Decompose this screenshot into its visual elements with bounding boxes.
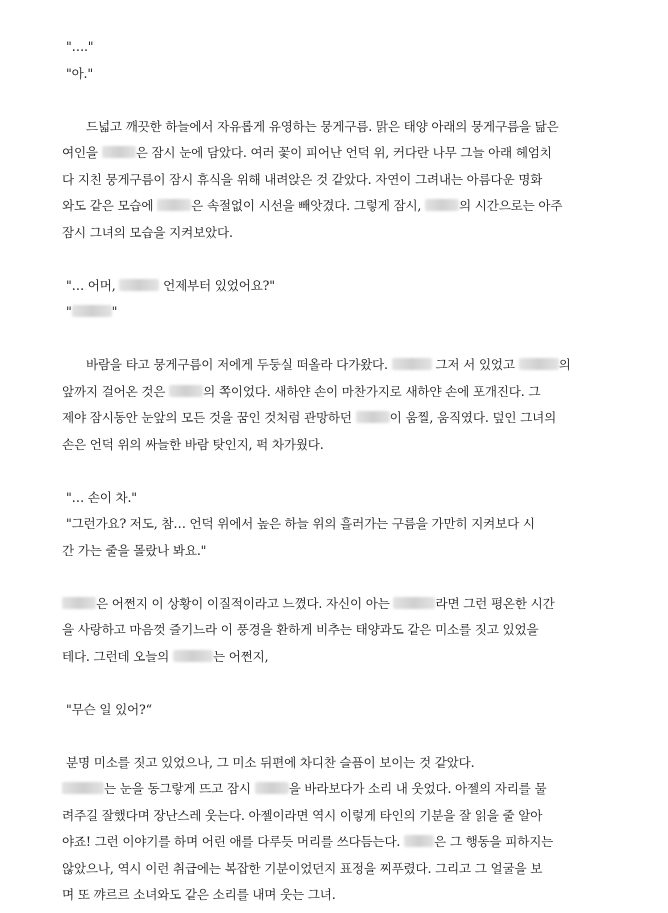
text-segment: 테다. 그런데 오늘의 xyxy=(62,648,173,664)
text-line xyxy=(62,803,606,830)
text-segment: "무슨 일 있어?“ xyxy=(66,701,152,717)
redacted-name xyxy=(356,411,390,423)
redacted-name xyxy=(62,597,96,609)
text-line xyxy=(62,273,606,300)
text-segment: 야죠! 그런 이야기를 하며 어린 애를 다루듯 머리를 쓰다듬는다. xyxy=(62,834,405,849)
text-line xyxy=(62,829,606,856)
text-line xyxy=(62,114,606,141)
text-segment: 을 사랑하고 마음껏 즐기느라 이 풍경을 환하게 비추는 태양과도 같은 미소를 짓고 있었을 xyxy=(62,622,539,637)
paragraph xyxy=(62,273,606,326)
text-segment: 려주길 잘했다며 장난스레 웃는다. 아젤이라면 역시 이렇게 타인의 기분을 잘 읽을 줄 알아 xyxy=(62,807,543,823)
text-segment: 은 그 행동을 피하지는 xyxy=(434,834,554,849)
redacted-name xyxy=(425,199,459,211)
paragraph xyxy=(62,750,606,909)
redacted-name xyxy=(393,597,435,609)
text-segment: 바람을 타고 뭉게구름이 저에게 두둥실 떠올라 다가왔다. xyxy=(86,357,392,372)
redacted-name xyxy=(519,358,559,370)
text-line xyxy=(62,591,606,618)
text-line xyxy=(62,617,606,644)
text-segment: 의 쪽이었다. 새하얀 손이 마찬가지로 새하얀 손에 포개진다. 그 xyxy=(203,383,541,399)
text-line xyxy=(62,538,606,565)
text-segment: 의 xyxy=(558,357,571,372)
text-segment: 은 어쩐지 이 상황이 이질적이라고 느꼈다. 자신이 아는 xyxy=(96,595,394,611)
text-segment: 의 시간으로는 아주 xyxy=(459,198,563,213)
text-segment: 않았으나, 역시 이런 취급에는 복잡한 기분이었던지 표정을 찌푸렸다. 그리고 그 얼굴을 보 xyxy=(62,860,543,876)
text-line xyxy=(62,750,606,777)
text-segment: 앞까지 걸어온 것은 xyxy=(62,383,170,399)
text-line xyxy=(62,379,606,406)
text-segment: 는 어쩐지, xyxy=(212,648,269,664)
text-segment: 라면 그런 평온한 시간 xyxy=(435,595,555,611)
text-line xyxy=(62,485,606,512)
paragraph xyxy=(62,34,606,87)
text-line xyxy=(62,882,606,909)
text-segment: 며 또 꺄르르 소녀와도 같은 소리를 내며 웃는 그녀. xyxy=(62,887,336,902)
redacted-name xyxy=(169,385,203,397)
text-line xyxy=(62,644,606,671)
text-segment: 이 움찔, 움직였다. 덮인 그녀의 xyxy=(389,410,557,425)
redacted-name xyxy=(255,782,289,794)
text-line xyxy=(62,167,606,194)
text-segment: 언제부터 있었어요?" xyxy=(159,277,275,293)
text-segment: "그런가요? 저도, 참… 언덕 위에서 높은 하늘 위의 흘러가는 구름을 가만히 지켜보다 시 xyxy=(66,516,535,531)
text-line xyxy=(62,697,606,724)
text-segment: 간 가는 줄을 몰랐나 봐요." xyxy=(62,542,207,558)
text-segment: 은 잠시 눈에 담았다. 여러 꽃이 피어난 언덕 위, 커다란 나무 그늘 아래 헤엄치 xyxy=(135,145,552,160)
paragraph xyxy=(62,114,606,247)
text-line xyxy=(62,856,606,883)
text-line xyxy=(62,432,606,459)
redacted-name xyxy=(173,650,213,662)
text-line xyxy=(62,511,606,538)
paragraph xyxy=(62,697,606,724)
text-line xyxy=(62,299,606,326)
text-segment: "… 어머, xyxy=(66,277,120,293)
paragraph xyxy=(62,485,606,565)
redacted-name xyxy=(392,358,432,370)
text-segment: 여인을 xyxy=(62,145,102,160)
text-segment: 잠시 그녀의 모습을 지켜보았다. xyxy=(62,224,233,240)
text-line xyxy=(62,220,606,247)
redacted-name xyxy=(72,305,112,317)
redacted-name xyxy=(157,199,191,211)
text-segment: " xyxy=(111,304,118,319)
text-segment: 는 눈을 동그랗게 뜨고 잠시 xyxy=(104,781,255,796)
text-segment: "… 손이 차." xyxy=(66,489,137,505)
text-segment: 다 지친 뭉게구름이 잠시 휴식을 위해 내려앉은 것 같았다. 자연이 그려내는 아름다운 명화 xyxy=(62,171,543,187)
text-segment: 을 바라보다가 소리 내 웃었다. 아젤의 자리를 물 xyxy=(288,781,547,796)
text-segment: 은 속절없이 시선을 빼앗겼다. 그렇게 잠시, xyxy=(191,198,426,213)
redacted-name xyxy=(62,782,104,794)
text-line xyxy=(62,776,606,803)
text-segment: " xyxy=(66,304,72,319)
paragraph xyxy=(62,352,606,458)
text-segment: 제야 잠시동안 눈앞의 모든 것을 꿈인 것처럼 관망하던 xyxy=(62,410,356,425)
text-segment: "…." xyxy=(66,39,94,54)
text-segment: 분명 미소를 짓고 있었으나, 그 미소 뒤편에 차디찬 슬픔이 보이는 것 같았다. xyxy=(66,754,475,770)
text-line xyxy=(62,193,606,220)
text-line xyxy=(62,61,606,88)
redacted-name xyxy=(119,279,159,291)
text-line xyxy=(62,34,606,61)
paragraph xyxy=(62,591,606,671)
text-line xyxy=(62,140,606,167)
text-line xyxy=(62,405,606,432)
text-segment: 와도 같은 모습에 xyxy=(62,198,158,213)
redacted-name xyxy=(102,146,136,158)
text-segment: 손은 언덕 위의 싸늘한 바람 탓인지, 퍽 차가웠다. xyxy=(62,436,324,452)
text-segment: 그저 서 있었고 xyxy=(431,357,519,372)
redacted-name xyxy=(404,835,434,847)
text-line xyxy=(62,352,606,379)
text-segment: "아." xyxy=(66,65,93,81)
text-segment: 드넓고 깨끗한 하늘에서 자유롭게 유영하는 뭉게구름. 맑은 태양 아래의 뭉게구름을 닮은 xyxy=(86,118,559,134)
